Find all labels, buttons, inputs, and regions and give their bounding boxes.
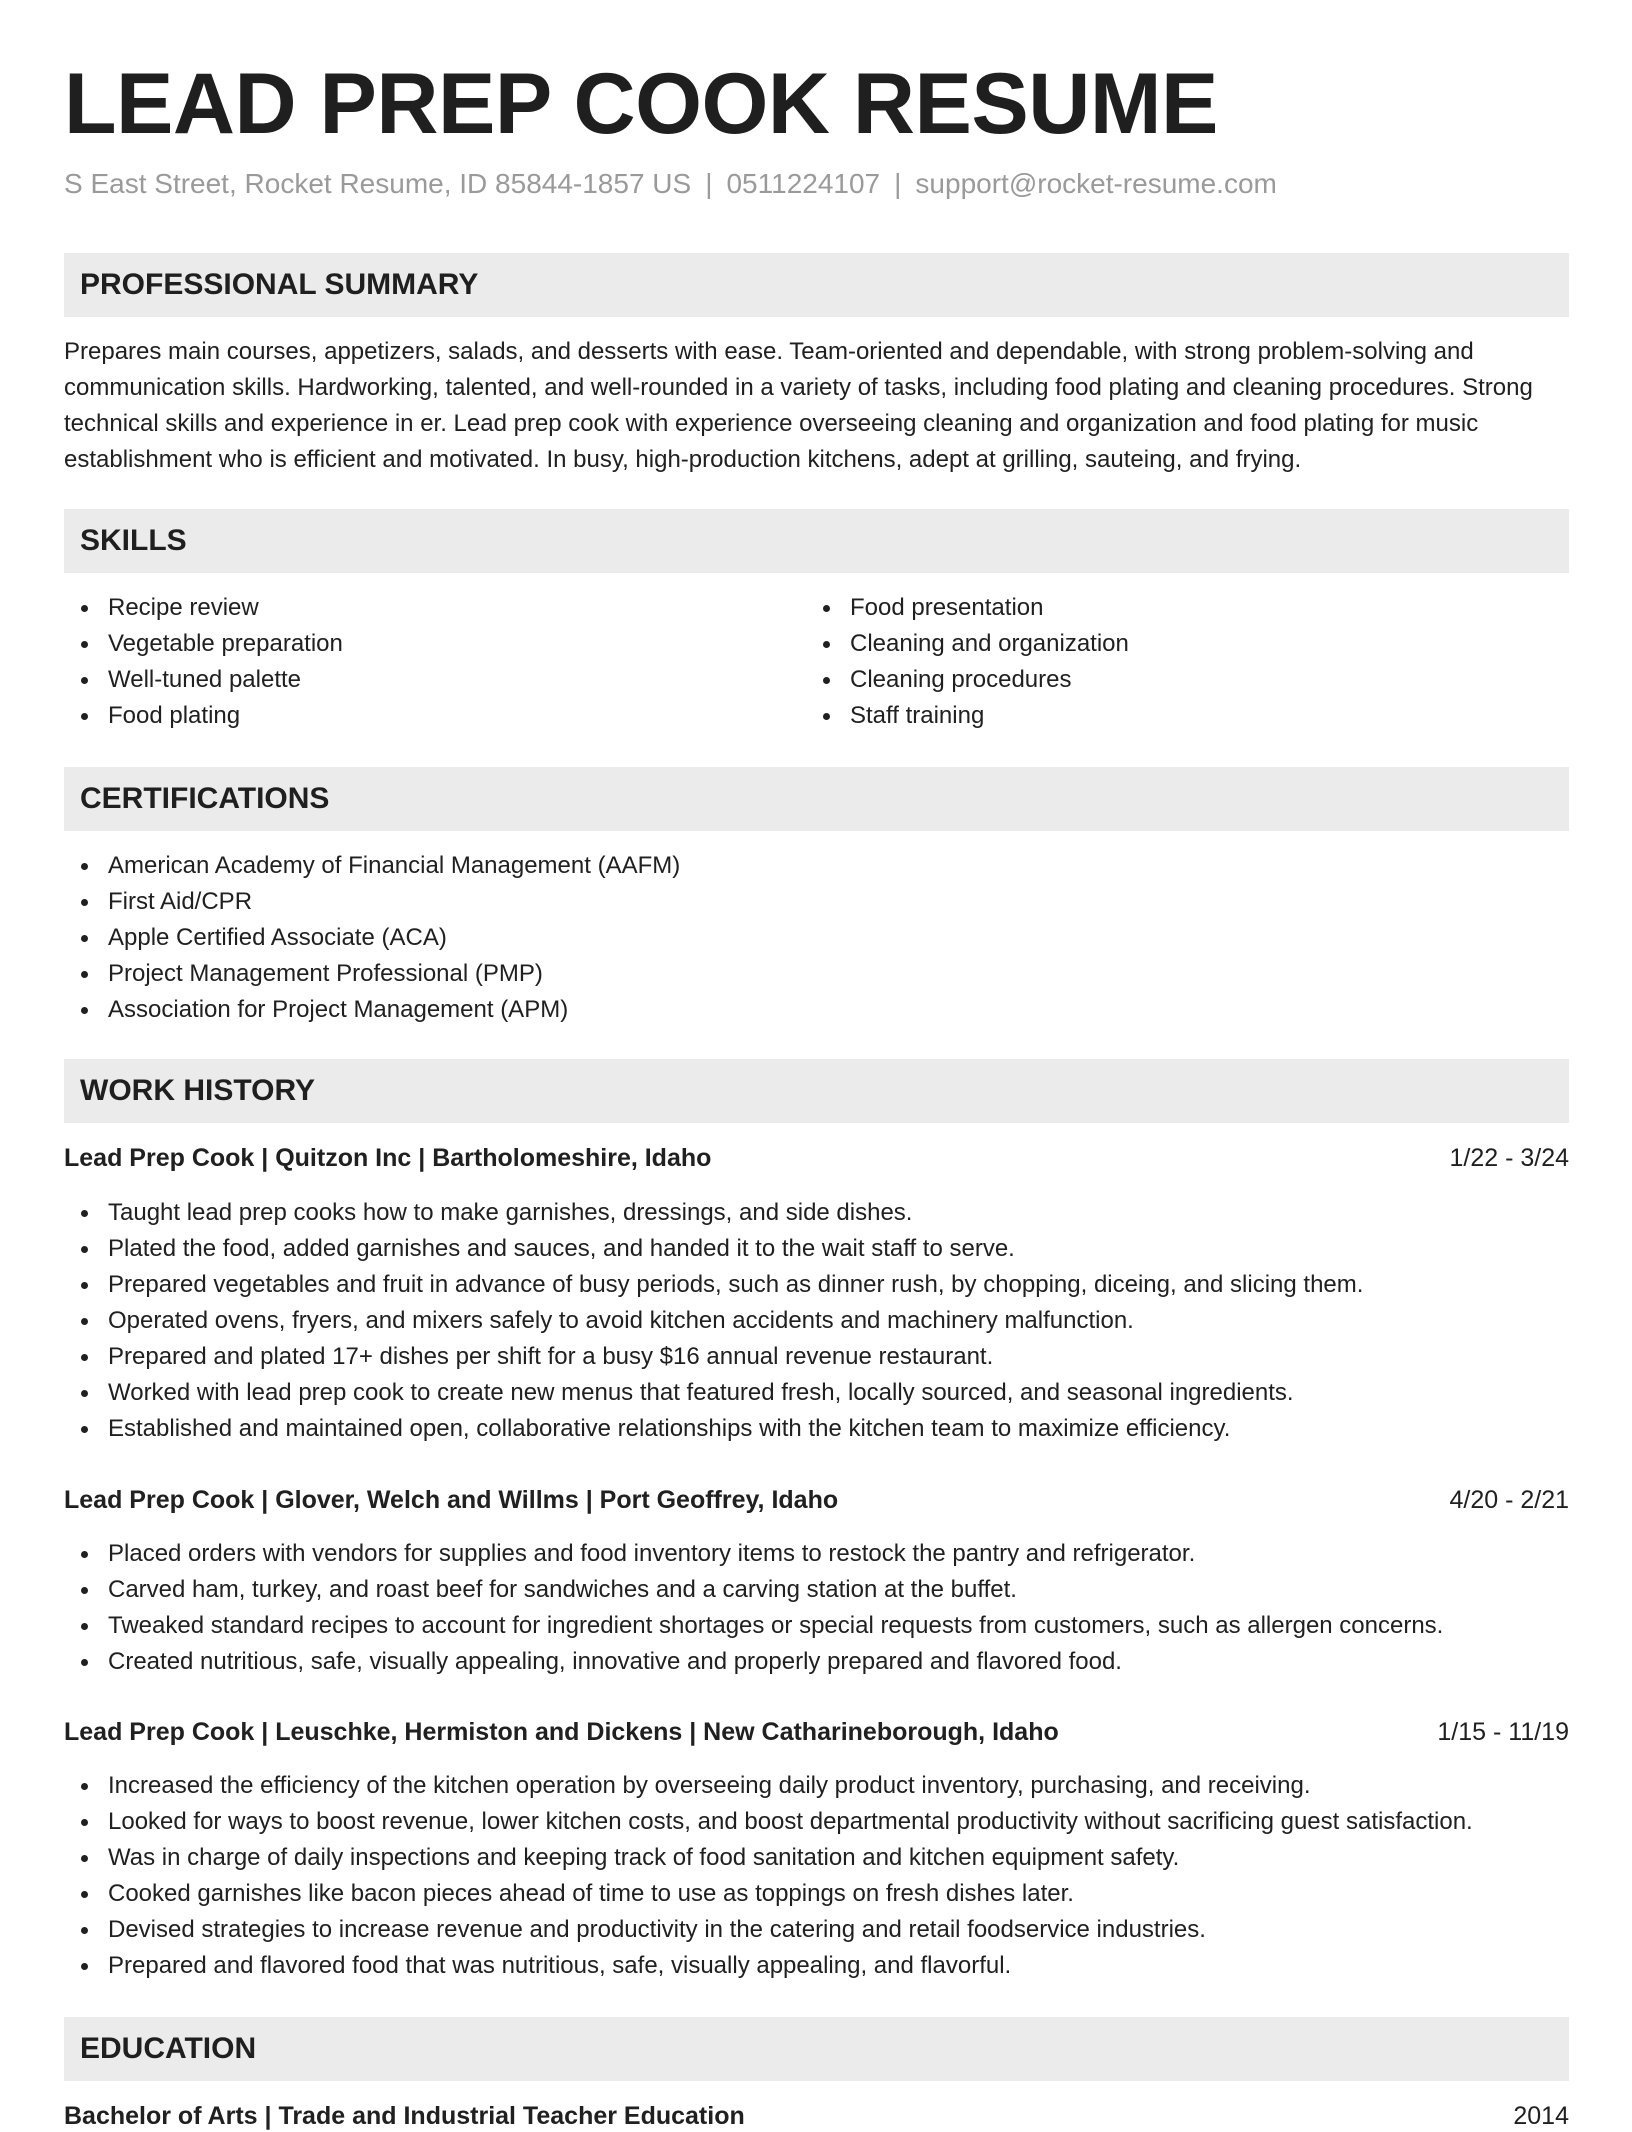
certifications-list bbox=[64, 848, 680, 1028]
summary-text: Prepares main courses, appetizers, salads, and desserts with ease. Team-oriented and dependable, with strong problem-solving and communication skills. Hardworking, talented, and well-rounded in a variety of tasks, including food plating and cleaning procedures. Strong technical skills and experience in er. Lead prep cook with experience overseeing cleaning and organization and food plating for music establishment who is efficient and motivated. In busy, high-production kitchens, adept at grilling, sauteing, and frying. bbox=[64, 338, 1533, 473]
job-dates: 1/22 - 3/24 bbox=[1449, 1144, 1569, 1172]
list-item: Association for Project Management (APM) bbox=[64, 992, 680, 1028]
job-title: Lead Prep Cook | Glover, Welch and Willms | Port Geoffrey, Idaho bbox=[64, 1486, 839, 1514]
list-item: Increased the efficiency of the kitchen operation by overseeing daily product inventory, purchasing, and receiving. bbox=[64, 1768, 1473, 1804]
list-item: Vegetable preparation bbox=[64, 626, 804, 662]
list-item: Food plating bbox=[64, 698, 804, 734]
job-bullets bbox=[64, 1768, 1473, 1984]
job-title: Lead Prep Cook | Quitzon Inc | Bartholomeshire, Idaho bbox=[64, 1144, 712, 1172]
list-item: Established and maintained open, collaborative relationships with the kitchen team to maximize efficiency. bbox=[64, 1411, 1363, 1447]
job-dates: 4/20 - 2/21 bbox=[1449, 1486, 1569, 1514]
contact-line bbox=[64, 166, 1277, 202]
list-item: Operated ovens, fryers, and mixers safely to avoid kitchen accidents and machinery malfunction. bbox=[64, 1303, 1363, 1339]
section-heading-summary: PROFESSIONAL SUMMARY bbox=[64, 253, 1569, 317]
list-item: Worked with lead prep cook to create new menus that featured fresh, locally sourced, and seasonal ingredients. bbox=[64, 1375, 1363, 1411]
education-entry bbox=[64, 2092, 1569, 2132]
section-heading-certifications: CERTIFICATIONS bbox=[64, 767, 1569, 831]
list-item: First Aid/CPR bbox=[64, 884, 680, 920]
list-item: American Academy of Financial Management (AAFM) bbox=[64, 848, 680, 884]
section-heading-work-history: WORK HISTORY bbox=[64, 1059, 1569, 1123]
list-item: Cleaning and organization bbox=[806, 626, 1546, 662]
job-bullets bbox=[64, 1536, 1443, 1680]
list-item: Apple Certified Associate (ACA) bbox=[64, 920, 680, 956]
job-title: Lead Prep Cook | Leuschke, Hermiston and Dickens | New Catharineborough, Idaho bbox=[64, 1718, 1059, 1746]
list-item: Looked for ways to boost revenue, lower kitchen costs, and boost departmental productivity without sacrificing guest satisfaction. bbox=[64, 1804, 1473, 1840]
list-item: Created nutritious, safe, visually appealing, innovative and properly prepared and flavored food. bbox=[64, 1644, 1443, 1680]
list-item: Prepared and flavored food that was nutritious, safe, visually appealing, and flavorful. bbox=[64, 1948, 1473, 1984]
skills-list-right bbox=[806, 590, 1546, 734]
contact-phone: 0511224107 bbox=[726, 168, 881, 199]
list-item: Placed orders with vendors for supplies and food inventory items to restock the pantry and refrigerator. bbox=[64, 1536, 1443, 1572]
list-item: Tweaked standard recipes to account for ingredient shortages or special requests from customers, such as allergen concerns. bbox=[64, 1608, 1443, 1644]
contact-separator: | bbox=[705, 168, 713, 199]
section-heading-education: EDUCATION bbox=[64, 2017, 1569, 2081]
list-item: Cooked garnishes like bacon pieces ahead of time to use as toppings on fresh dishes later. bbox=[64, 1876, 1473, 1912]
resume-title: LEAD PREP COOK RESUME bbox=[64, 56, 1218, 152]
list-item: Devised strategies to increase revenue and productivity in the catering and retail foodservice industries. bbox=[64, 1912, 1473, 1948]
list-item: Prepared vegetables and fruit in advance of busy periods, such as dinner rush, by chopping, diceing, and slicing them. bbox=[64, 1267, 1363, 1303]
education-year: 2014 bbox=[1513, 2102, 1569, 2130]
list-item: Recipe review bbox=[64, 590, 804, 626]
skills-list-left bbox=[64, 590, 804, 734]
list-item: Staff training bbox=[806, 698, 1546, 734]
list-item: Plated the food, added garnishes and sauces, and handed it to the wait staff to serve. bbox=[64, 1231, 1363, 1267]
job-dates: 1/15 - 11/19 bbox=[1437, 1718, 1569, 1746]
contact-separator: | bbox=[894, 168, 902, 199]
list-item: Food presentation bbox=[806, 590, 1546, 626]
list-item: Project Management Professional (PMP) bbox=[64, 956, 680, 992]
section-heading-skills: SKILLS bbox=[64, 509, 1569, 573]
list-item: Was in charge of daily inspections and keeping track of food sanitation and kitchen equipment safety. bbox=[64, 1840, 1473, 1876]
contact-address: S East Street, Rocket Resume, ID 85844-1857 US bbox=[64, 168, 692, 199]
list-item: Carved ham, turkey, and roast beef for sandwiches and a carving station at the buffet. bbox=[64, 1572, 1443, 1608]
education-title: Bachelor of Arts | Trade and Industrial Teacher Education bbox=[64, 2102, 745, 2130]
list-item: Well-tuned palette bbox=[64, 662, 804, 698]
list-item: Prepared and plated 17+ dishes per shift for a busy $16 annual revenue restaurant. bbox=[64, 1339, 1363, 1375]
contact-email: support@rocket-resume.com bbox=[915, 168, 1277, 199]
list-item: Cleaning procedures bbox=[806, 662, 1546, 698]
job-bullets bbox=[64, 1195, 1363, 1447]
list-item: Taught lead prep cooks how to make garnishes, dressings, and side dishes. bbox=[64, 1195, 1363, 1231]
